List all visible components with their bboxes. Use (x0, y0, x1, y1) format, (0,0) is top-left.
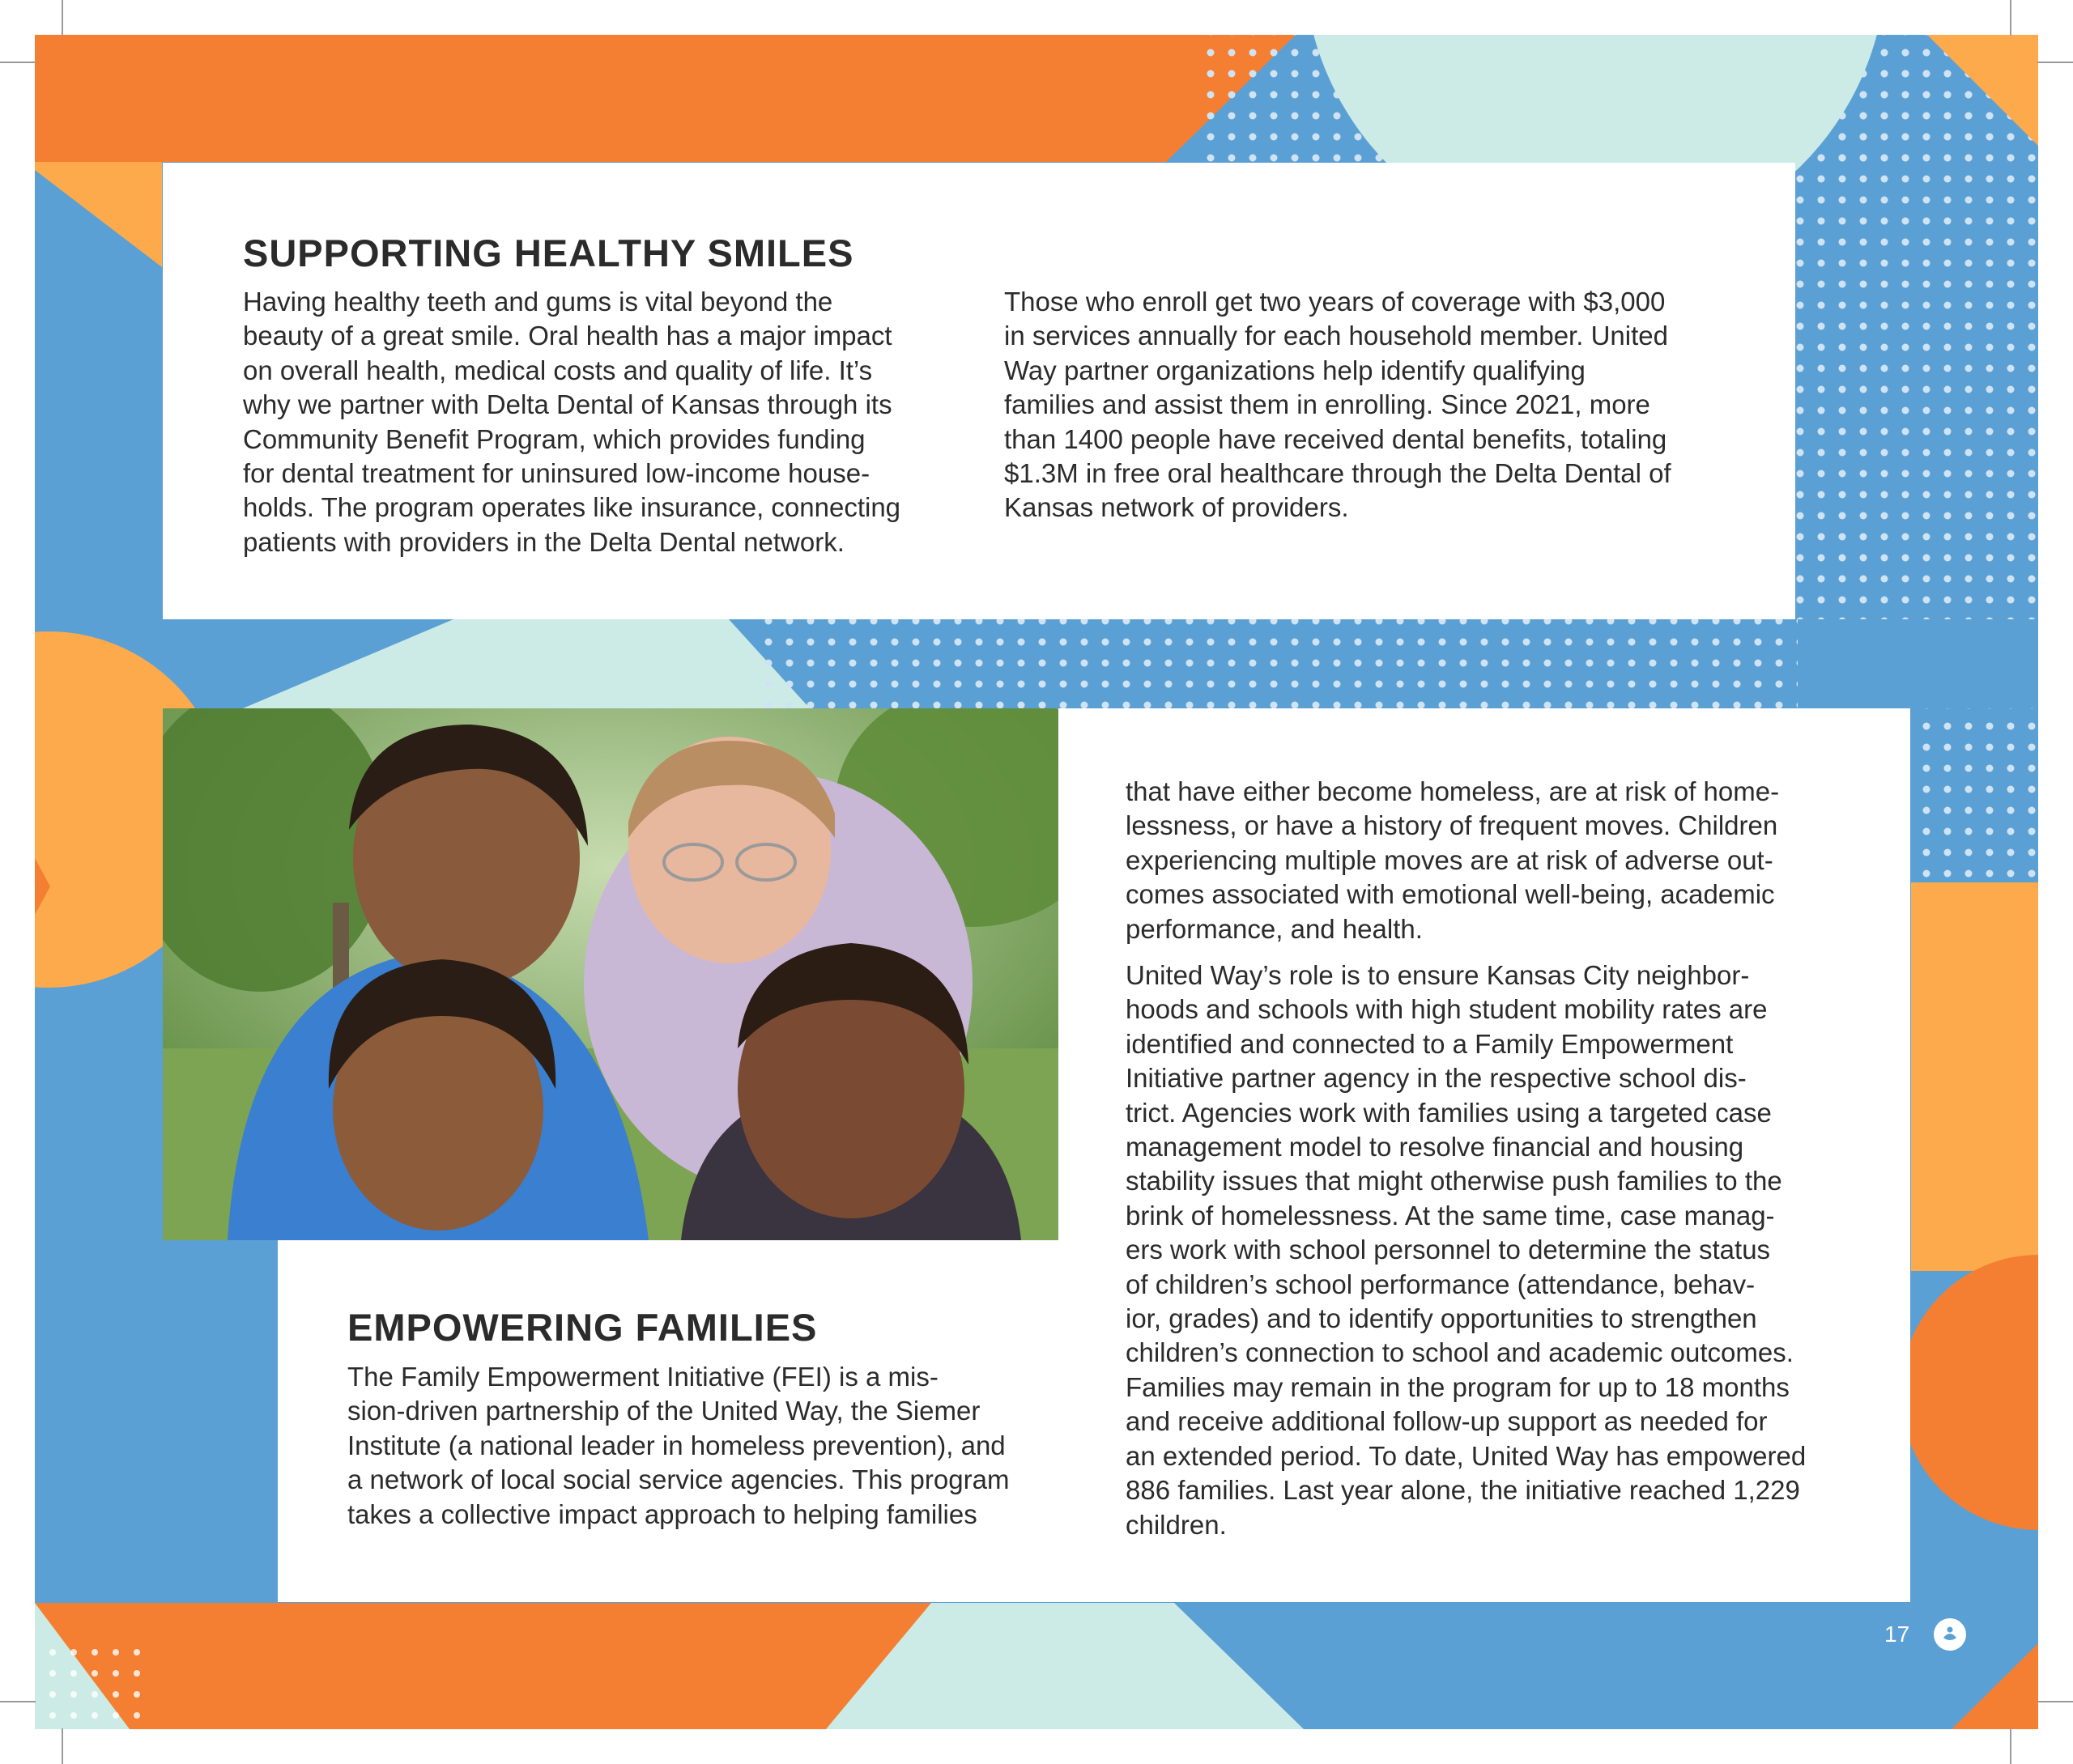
crop-mark (62, 0, 63, 36)
empowering-families-column-1: The Family Empowerment Initiative (FEI) is a mis- sion-driven partnership of the United Way, the Siemer Institute (a national leader in homeless prevention), and a network of local social service agencies. This program takes a collective impact approach to helping families (347, 1362, 1010, 1529)
empowering-families-heading: EMPOWERING FAMILIES (347, 1306, 818, 1349)
united-way-logo-icon (1934, 1618, 1966, 1651)
healthy-smiles-heading: SUPPORTING HEALTHY SMILES (243, 232, 854, 274)
page-number: 17 (1884, 1622, 1910, 1647)
crop-mark (0, 62, 36, 63)
crop-mark (62, 1728, 63, 1764)
healthy-smiles-column-1: Having healthy teeth and gums is vital beyond the beauty of a great smile. Oral health has a major impact on overall health, medical costs and quality of life. It’s why we partner with Delta Dental of Kansas through its Community Benefit Program, which provides funding for dental treatment for uninsured low-income house- holds. The program operates like insurance, connecting patients with providers in the Delta Dental network. (243, 287, 901, 557)
family-photo (163, 708, 1058, 1240)
crop-mark (2010, 1728, 2011, 1764)
healthy-smiles-column-2: Those who enroll get two years of coverage with $3,000 in services annually for each household member. United Way partner organizations help identify qualifying families and assist them in enrolling. Since 2021, more than 1400 people have received dental benefits, totaling $1.3M in free oral healthcare through the Delta Dental of Kansas network of providers. (1004, 287, 1671, 523)
crop-mark (2037, 1701, 2073, 1702)
empowering-families-column-2-paragraph-2: United Way’s role is to ensure Kansas City neighbor- hoods and schools with high student mobility rates are identified and connected to a Family Empowerment Initiative partner agency in the respective school dis- trict. Agencies work with families using a targeted case management model to resolve financial and housing stability issues that might otherwise push families to the brink of homelessness. At the same time, case manag- ers work with school personnel to determine the status of children’s school performance (attendance, behav- ior, grades) and to identify opportunities to strengthen children’s connection to school and academic outcomes. Families may remain in the program for up to 18 months and receive additional follow-up support as needed for an extended period. To date, United Way has empowered 886 families. Last year alone, the initiative reached 1,229 children. (1126, 960, 1807, 1540)
crop-mark (2010, 0, 2011, 36)
crop-mark (0, 1701, 36, 1702)
empowering-families-column-2-paragraph-1: that have either become homeless, are at risk of home- lessness, or have a history of frequent moves. Children experiencing multiple moves are at risk of adverse out- comes associated with emotional well-being, academic performance, and health. (1126, 776, 1780, 944)
crop-mark (2037, 62, 2073, 63)
